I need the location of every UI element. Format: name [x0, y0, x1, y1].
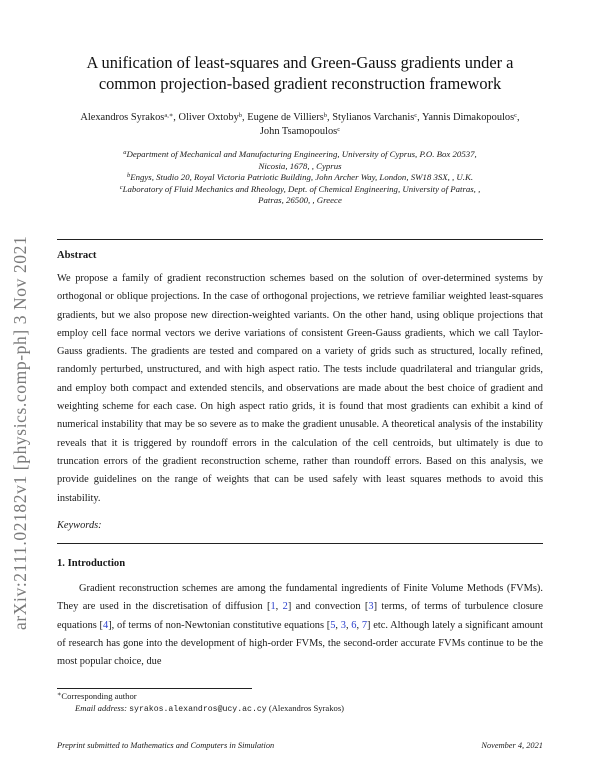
abstract-top-rule: [57, 239, 543, 240]
citation-link[interactable]: 1: [270, 601, 276, 613]
citation-link[interactable]: 3: [340, 619, 346, 631]
section-heading-introduction: 1. Introduction: [57, 558, 126, 569]
author-name: Stylianos Varchanis: [332, 112, 415, 123]
author-mark: c: [514, 112, 518, 119]
author-name: Alexandros Syrakos: [80, 112, 165, 123]
citation-link[interactable]: 4: [103, 619, 109, 631]
author-list: Alexandros Syrakos$^{a,∗}$, Oliver Oxtoby$^b$, Eugene de Villiers$^b$, Stylianos Varchanis$^c$, Yannis Dimakopoulos$^c$, John Tsamopoulos$^c$: [80, 112, 520, 137]
citation-link[interactable]: 7: [361, 619, 368, 631]
citation-link[interactable]: 3: [368, 601, 374, 613]
citation-link[interactable]: 6: [351, 619, 357, 631]
author-mark: b: [323, 112, 327, 119]
abstract-bottom-rule: [57, 543, 543, 544]
keywords-label: Keywords:: [57, 520, 102, 531]
author-name: Eugene de Villiers: [247, 112, 324, 123]
author-mark: c: [414, 112, 418, 119]
affiliations: [110, 149, 490, 207]
citation-link[interactable]: 2: [282, 601, 288, 613]
author-mark: c: [337, 126, 341, 133]
footnote-corresponding: ∗Corresponding author: [57, 691, 137, 701]
footnote-email: Email address: syrakos.alexandros@ucy.ac.cy (Alexandros Syrakos): [75, 703, 345, 714]
abstract-text: We propose a family of gradient reconstruction schemes based on the solution of over-determined systems by orthogonal or oblique projections. In the case of orthogonal projections, we retrieve familiar weighted least-squares gradients, but we also propose new direction-weighted variants. On the other hand, using oblique projections that employ cell face normal vectors we derive variations of consistent Green-Gauss gradients, which we call Taylor-Gauss gradients. The gradients are tested and compared on a variety of grids such as structured, locally refined, randomly perturbed, unstructured, and with high aspect ratio. The tests include quadrilateral and triangular grids, and employ both compact and extended stencils, and observations are made about the best choice of gradient and weighting scheme for each case. On high aspect ratio grids, it is found that most gradients can exhibit a kind of numerical instability that may be so severe as to make the gradient unusable. A theoretical analysis of the instability reveals that it is triggered by roundoff errors in the calculation of the cell centroids, but ultimately is due to truncation errors of the gradient reconstruction scheme, rather than roundoff errors. Based on this analysis, we provide guidelines on the range of weights that can be used safely with least squares methods to avoid this instability.: [57, 273, 543, 504]
arxiv-identifier: arXiv:2111.02182v1 [physics.comp-ph] 3 Nov 2021: [10, 235, 30, 630]
author-name: John Tsamopoulos: [259, 126, 338, 137]
footer-date: November 4, 2021: [481, 741, 543, 750]
author-name: Yannis Dimakopoulos: [421, 112, 515, 123]
abstract-heading: Abstract: [57, 250, 97, 261]
title-line-1: A unification of least-squares and Green-Gauss gradients under a: [86, 53, 514, 72]
author-mark: b: [238, 112, 243, 119]
introduction-paragraph: Gradient reconstruction schemes are among the fundamental ingredients of Finite Volume Methods (FVMs). They are used in the discretisation of diffusion [1, 2] and convection [3] terms, of terms of turbulence closure equations [4], of terms of non-Newtonian constitutive equations [5, 3, 6, 7] etc. Although lately a significant amount of research has gone into the development of high-order FVMs, the second-order accurate FVMs continue to be the most popular choice, due: [57, 583, 544, 668]
affiliation-c: $^c$Laboratory of Fluid Mechanics and Rheology, Dept. of Chemical Engineering, University of Patras, , Patras, 26500, , Greece: [119, 183, 481, 205]
affiliation-a: $^a$Department of Mechanical and Manufacturing Engineering, University of Cyprus, P.O. Box 20537, Nicosia, 1678, , Cyprus: [123, 149, 477, 171]
title-line-2: common projection-based gradient reconstruction framework: [98, 74, 502, 93]
footnote-rule: [57, 688, 252, 689]
author-name: Oliver Oxtoby: [178, 112, 239, 123]
paper-title: [60, 52, 540, 94]
author-mark: a,∗: [164, 112, 174, 119]
footnote: [57, 690, 543, 716]
email-address[interactable]: syrakos.alexandros@ucy.ac.cy: [129, 705, 267, 714]
footer-preprint-note: Preprint submitted to Mathematics and Computers in Simulation: [57, 741, 275, 750]
affiliation-b: $^b$Engys, Studio 20, Royal Victoria Patriotic Building, John Archer Way, London, SW18 3SX, , U.K.: [126, 172, 474, 182]
citation-link[interactable]: 5: [330, 619, 336, 631]
